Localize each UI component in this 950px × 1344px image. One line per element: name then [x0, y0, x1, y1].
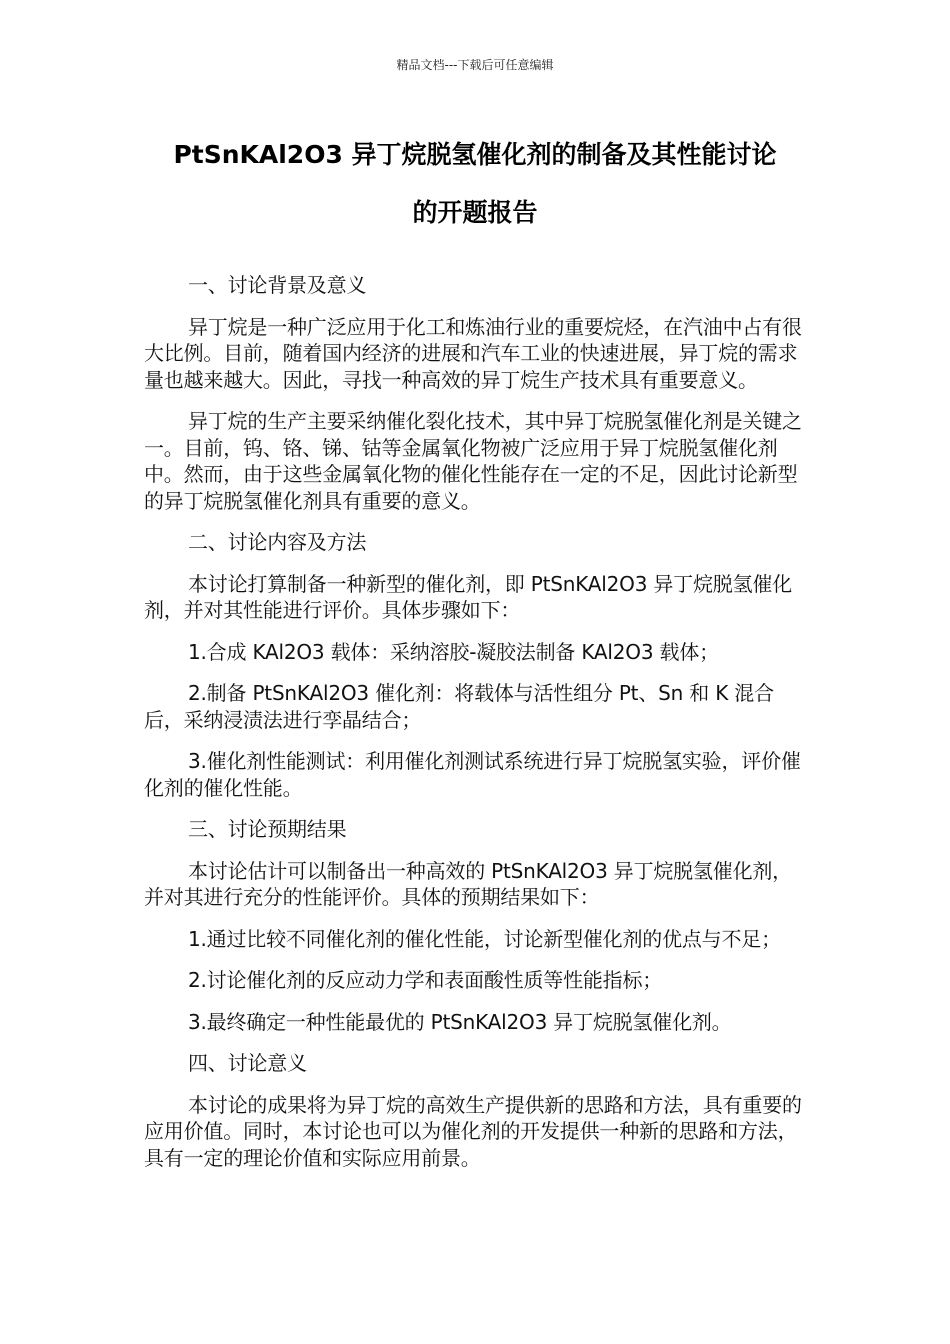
document-title-line-1: PtSnKAl2O3 异丁烷脱氢催化剂的制备及其性能讨论 — [173, 140, 777, 169]
paragraph: 本讨论估计可以制备出一种高效的 PtSnKAl2O3 异丁烷脱氢催化剂，并对其进行充分的性能评价。具体的预期结果如下： — [144, 858, 792, 909]
document-title-line-2: 的开题报告 — [412, 198, 538, 227]
paragraph: 异丁烷的生产主要采纳催化裂化技术，其中异丁烷脱氢催化剂是关键之一。目前，钨、铬、锑、钴等金属氧化物被广泛应用于异丁烷脱氢催化剂中。然而，由于这些金属氧化物的催化性能存在一定的不足，因此讨论新型的异丁烷脱氢催化剂具有重要的意义。 — [144, 409, 802, 513]
list-item: 2.制备 PtSnKAl2O3 催化剂：将载体与活性组分 Pt、Sn 和 K 混合后，采纳浸渍法进行孪晶结合； — [144, 681, 774, 732]
page-header: 精品文档---下载后可任意编辑 — [396, 58, 554, 72]
list-item: 3.最终确定一种性能最优的 PtSnKAl2O3 异丁烷脱氢催化剂。 — [188, 1009, 732, 1034]
list-item: 1.通过比较不同催化剂的催化性能，讨论新型催化剂的优点与不足； — [188, 926, 781, 951]
paragraph: 本讨论的成果将为异丁烷的高效生产提供新的思路和方法，具有重要的应用价值。同时，本讨论也可以为催化剂的开发提供一种新的思路和方法，具有一定的理论价值和实际应用前景。 — [144, 1092, 802, 1170]
list-item: 3.催化剂性能测试：利用催化剂测试系统进行异丁烷脱氢实验，评价催化剂的催化性能。 — [144, 749, 801, 800]
section-heading-content-methods: 二、讨论内容及方法 — [188, 530, 367, 554]
section-heading-significance: 四、讨论意义 — [188, 1051, 307, 1075]
list-item: 1.合成 KAl2O3 载体：采纳溶胶-凝胶法制备 KAl2O3 载体； — [188, 639, 719, 664]
section-heading-background: 一、讨论背景及意义 — [188, 273, 367, 297]
document-body — [144, 272, 808, 1186]
section-heading-expected-results: 三、讨论预期结果 — [188, 817, 347, 841]
paragraph: 本讨论打算制备一种新型的催化剂，即 PtSnKAl2O3 异丁烷脱氢催化剂，并对其性能进行评价。具体步骤如下： — [144, 571, 792, 622]
paragraph: 异丁烷是一种广泛应用于化工和炼油行业的重要烷烃，在汽油中占有很大比例。目前，随着国内经济的进展和汽车工业的快速进展，异丁烷的需求量也越来越大。因此，寻找一种高效的异丁烷生产技术具有重要意义。 — [144, 314, 802, 392]
list-item: 2.讨论催化剂的反应动力学和表面酸性质等性能指标； — [188, 968, 663, 992]
